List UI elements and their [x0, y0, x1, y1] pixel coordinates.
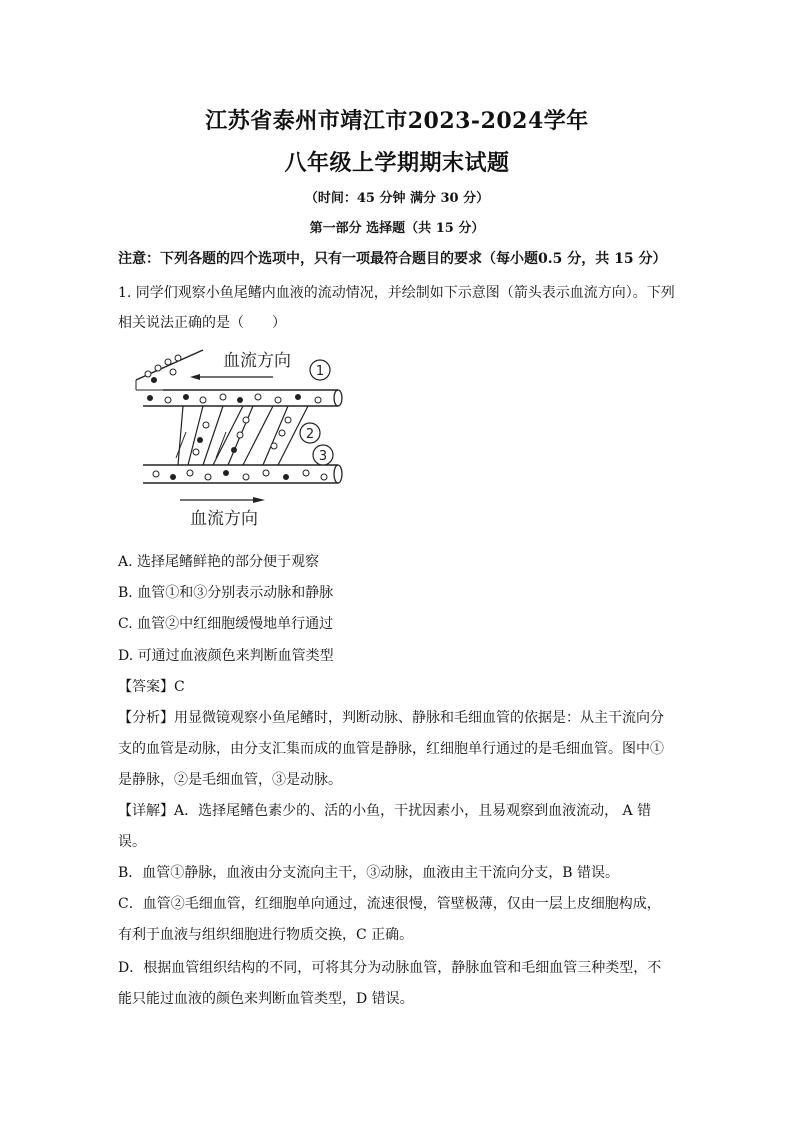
exam-time-info: （时间：45 分钟 满分 30 分）	[304, 191, 490, 206]
svg-text:1: 1	[315, 364, 325, 379]
analysis-line: 是静脉，②是毛细血管，③是动脉。	[118, 772, 342, 788]
section-heading: 第一部分 选择题（共 15 分）	[309, 221, 485, 236]
document-title-line1: 江苏省泰州市靖江市2023-2024学年	[205, 108, 589, 134]
detail-line: 能只能过血液的颜色来判断血管类型，D 错误。	[118, 991, 414, 1007]
marker-2	[300, 423, 320, 443]
answer-line: 【答案】C	[118, 679, 185, 695]
flow-arrow-top	[190, 374, 273, 380]
detail-line: 误。	[118, 834, 146, 850]
instructions-note: 注意：下列各题的四个选项中，只有一项最符合题目的要求（每小题0.5 分，共 15 分）	[118, 251, 667, 267]
marker-3	[313, 445, 333, 465]
analysis-line: 支的血管是动脉，由分支汇集而成的血管是静脉，红细胞单行通过的是毛细血管。图中①	[118, 741, 664, 757]
detail-line: C．血管②毛细血管，红细胞单向通过，流速很慢，管壁极薄，仅由一层上皮细胞构成，	[118, 896, 661, 912]
vessel-2	[176, 406, 308, 465]
svg-text:3: 3	[318, 449, 328, 464]
option-d: D. 可通过血液颜色来判断血管类型	[118, 648, 334, 664]
detail-line: D．根据血管组织结构的不同，可将其分为动脉血管，静脉血管和毛细血管三种类型，不	[118, 960, 662, 976]
blood-flow-diagram	[128, 340, 353, 535]
flow-label-top: 血流方向	[223, 351, 291, 371]
marker-1	[310, 360, 330, 380]
svg-text:2: 2	[305, 427, 315, 442]
document-title-line2: 八年级上学期期末试题	[284, 150, 510, 176]
option-a: A. 选择尾鳍鲜艳的部分便于观察	[118, 554, 320, 570]
option-c: C. 血管②中红细胞缓慢地单行通过	[118, 616, 334, 632]
flow-label-bottom: 血流方向	[190, 509, 258, 529]
detail-line: 【详解】A．选择尾鳍色素少的、活的小鱼，干扰因素小，且易观察到血液流动， A 错	[118, 803, 652, 819]
question-stem-line2: 相关说法正确的是（ ）	[118, 315, 286, 331]
option-b: B. 血管①和③分别表示动脉和静脉	[118, 585, 334, 601]
detail-line: B．血管①静脉，血液由分支流向主干，③动脉，血液由主干流向分支，B 错误。	[118, 865, 620, 881]
flow-arrow-bottom	[180, 497, 265, 503]
question-stem-line1: 1. 同学们观察小鱼尾鳍内血液的流动情况，并绘制如下示意图（箭头表示血流方向）。下列	[118, 285, 675, 301]
detail-line: 有利于血液与组织细胞进行物质交换，C 正确。	[118, 927, 414, 943]
vessel-3	[143, 465, 342, 483]
analysis-line: 【分析】用显微镜观察小鱼尾鳍时，判断动脉、静脉和毛细血管的依据是：从主干流向分	[118, 710, 664, 726]
